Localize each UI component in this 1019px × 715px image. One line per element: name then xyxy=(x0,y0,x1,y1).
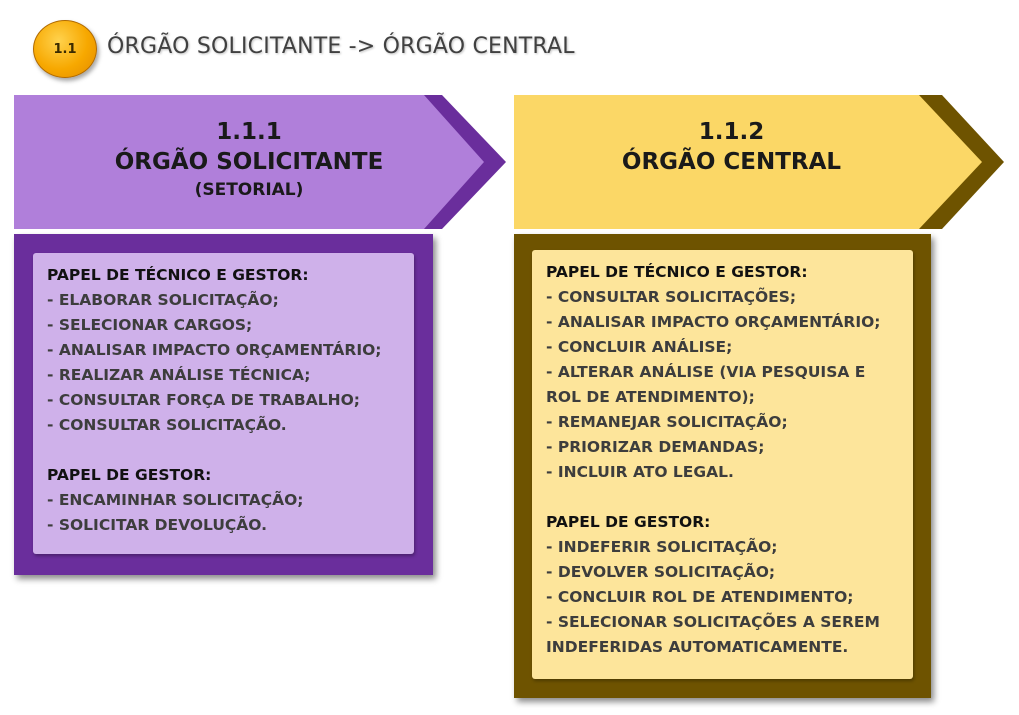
right-number: 1.1.2 xyxy=(698,119,765,145)
list-item: - SELECIONAR CARGOS; xyxy=(47,316,253,334)
list-item: - PRIORIZAR DEMANDAS; xyxy=(546,438,765,456)
list-item: - CONCLUIR ROL DE ATENDIMENTO; xyxy=(546,588,854,606)
list-item: - CONSULTAR SOLICITAÇÃO. xyxy=(47,416,287,434)
right-panel-content xyxy=(532,250,913,679)
list-item: - REALIZAR ANÁLISE TÉCNICA; xyxy=(47,366,311,384)
right-panel xyxy=(514,234,931,698)
list-item: - REMANEJAR SOLICITAÇÃO; xyxy=(546,413,788,431)
list-item: - SELECIONAR SOLICITAÇÕES A SEREM xyxy=(546,613,880,631)
step-badge-label: 1.1 xyxy=(53,41,77,57)
list-item: - DEVOLVER SOLICITAÇÃO; xyxy=(546,563,776,581)
list-item: INDEFERIDAS AUTOMATICAMENTE. xyxy=(546,638,849,656)
list-item: - ANALISAR IMPACTO ORÇAMENTÁRIO; xyxy=(546,313,881,331)
left-panel-content xyxy=(33,253,414,554)
list-item: - INCLUIR ATO LEGAL. xyxy=(546,463,734,481)
left-chevron xyxy=(14,95,506,229)
list-item: - CONSULTAR SOLICITAÇÕES; xyxy=(546,288,797,306)
list-item: - ALTERAR ANÁLISE (VIA PESQUISA E xyxy=(546,363,866,381)
list-item: - INDEFERIR SOLICITAÇÃO; xyxy=(546,538,778,556)
list-item: - CONSULTAR FORÇA DE TRABALHO; xyxy=(47,391,360,409)
list-item: - ENCAMINHAR SOLICITAÇÃO; xyxy=(47,491,304,509)
list-item: - CONCLUIR ANÁLISE; xyxy=(546,338,733,356)
list-item: - SOLICITAR DEVOLUÇÃO. xyxy=(47,516,268,534)
left-subtitle: (SETORIAL) xyxy=(194,180,304,200)
list-item: - ANALISAR IMPACTO ORÇAMENTÁRIO; xyxy=(47,341,382,359)
right-title: ÓRGÃO CENTRAL xyxy=(621,149,842,175)
list-item: ROL DE ATENDIMENTO); xyxy=(546,388,755,406)
right-chevron xyxy=(514,95,1004,229)
list-item: - ELABORAR SOLICITAÇÃO; xyxy=(47,291,279,309)
step-badge xyxy=(33,20,97,78)
left-title: ÓRGÃO SOLICITANTE xyxy=(114,149,384,175)
page-title: ÓRGÃO SOLICITANTE -> ÓRGÃO CENTRAL xyxy=(107,34,575,59)
left-section2-heading: PAPEL DE GESTOR: xyxy=(47,466,212,484)
right-section2-heading: PAPEL DE GESTOR: xyxy=(546,513,711,531)
left-number: 1.1.1 xyxy=(216,119,282,145)
left-panel xyxy=(14,234,433,575)
right-section1-heading: PAPEL DE TÉCNICO E GESTOR: xyxy=(546,263,808,281)
left-section1-heading: PAPEL DE TÉCNICO E GESTOR: xyxy=(47,266,309,284)
